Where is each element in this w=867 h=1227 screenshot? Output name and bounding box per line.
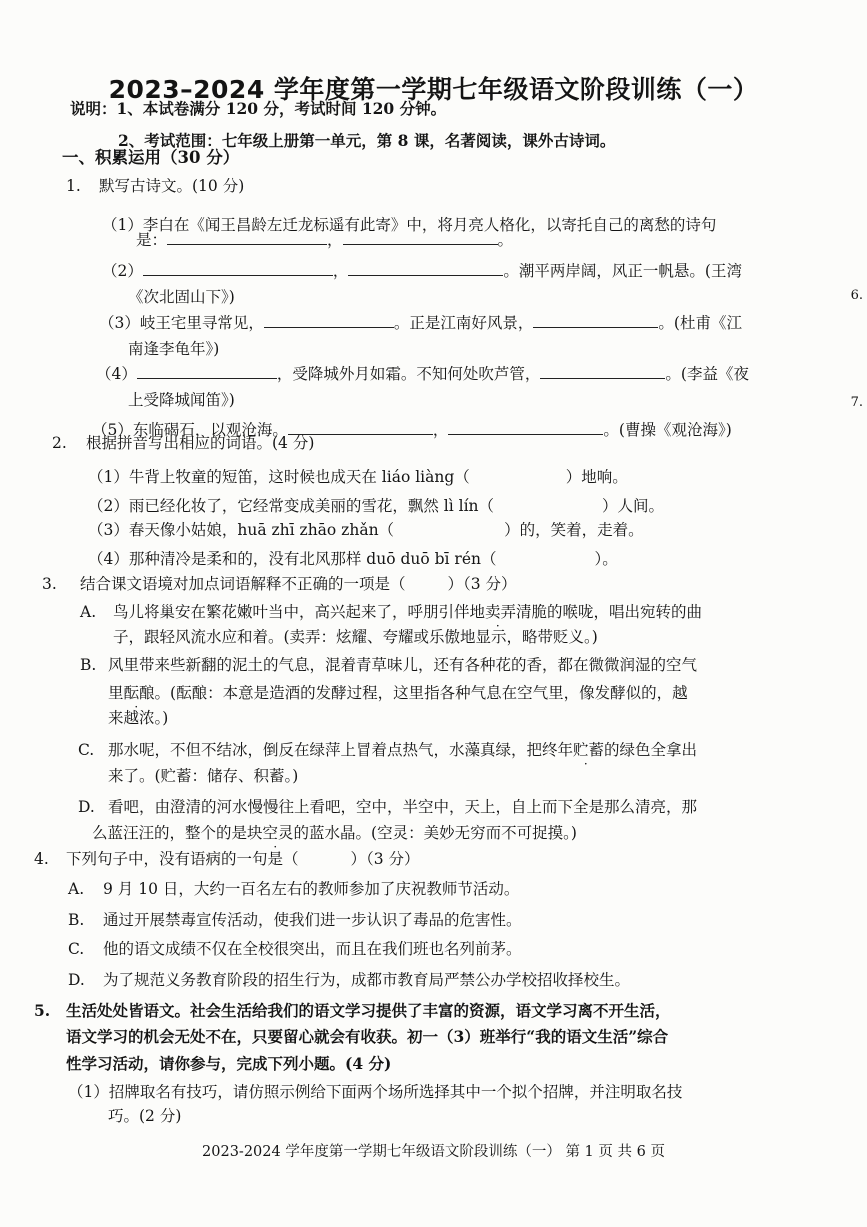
q1-number: 1. — [66, 177, 81, 195]
q2-item-4 — [88, 549, 618, 569]
adjacent-page-mark: 6. — [850, 288, 863, 303]
q1-item-5-text: （5）东临碣石，以观沧海。 — [92, 421, 288, 439]
q5-line-3: 性学习活动，请你参与，完成下列小题。(4 分) — [66, 1054, 392, 1073]
section-heading: 一、积累运用（30 分） — [62, 148, 240, 167]
exam-title: 2023–2024 学年度第一学期七年级语文阶段训练（一） — [108, 75, 759, 104]
punct: ， — [327, 231, 343, 249]
q3-option-B-label: B. — [80, 656, 97, 674]
q3-stem — [80, 574, 517, 594]
q3-option-B-line-1: 风里带来些新翻的泥土的气息，混着青草味儿，还有各种花的香，都在微微润湿的空气 — [108, 656, 698, 674]
q3-option-B-line-3: 来越浓。) — [108, 709, 169, 727]
q2-item-3-text: （3）春天像小姑娘，huā zhī zhāo zhǎn（ — [88, 521, 395, 539]
q4-option-A: 9 月 10 日，大约一百名左右的教师参加了庆祝教师节活动。 — [103, 880, 520, 898]
q1-item-2-num: （2） — [102, 262, 143, 280]
q1-item-2-line-1 — [102, 261, 742, 281]
q3-option-C-line-2: 来了。(贮蓄：储存、积蓄。) — [108, 767, 299, 785]
q1-item-3-line-2: 南逢李龟年》) — [128, 340, 220, 358]
q4-option-B: 通过开展禁毒宣传活动，使我们进一步认识了毒品的危害性。 — [103, 911, 522, 929]
answer-blank[interactable] — [448, 420, 603, 435]
q2-item-4-text: （4）那种清冷是柔和的，没有北风那样 duō duō bī rén（ — [88, 550, 497, 568]
q2-item-3-end: ）的，笑着，走着。 — [504, 521, 644, 539]
q3-stem-text: 结合课文语境对加点词语解释不正确的一项是（ — [80, 575, 406, 593]
punct: ， — [432, 421, 449, 439]
q5-sub-1-line-2: 巧。(2 分) — [108, 1107, 182, 1125]
q4-option-D: 为了规范义务教育阶段的招生行为，成都市教育局严禁公办学校招收择校生。 — [103, 971, 631, 989]
q1-item-3-line-1 — [99, 313, 742, 333]
q3-A-text: 清脆的喉咙，唱出宛转的曲 — [516, 603, 703, 621]
q4-number: 4. — [34, 850, 49, 868]
q2-number: 2. — [52, 434, 67, 452]
q4-option-C: 他的语文成绩不仅在全校很突出，而且在我们班也名列前茅。 — [103, 940, 522, 958]
q2-item-3 — [88, 520, 644, 540]
q1-item-4-mid: ，受降城外月如霜。不知何处吹芦管， — [276, 365, 541, 383]
q3-D-text: 么蓝汪汪的，整个的是块 — [92, 824, 263, 842]
q2-item-2-end: ）人间。 — [602, 497, 665, 515]
q1-item-3-text: （3）岐王宅里寻常见， — [99, 314, 264, 332]
q3-C-text: 的绿色全拿出 — [604, 741, 698, 759]
q3-option-D-line-2 — [92, 823, 577, 843]
instructions-line-1 — [70, 99, 446, 119]
answer-blank[interactable] — [143, 261, 333, 276]
q3-option-A-label: A. — [80, 603, 97, 621]
q4-stem-text: 下列句子中，没有语病的一句是（ — [66, 850, 299, 868]
q1-stem: 默写古诗文。(10 分) — [99, 177, 245, 195]
q4-stem-end: ）（3 分） — [350, 850, 420, 868]
instructions-item-2: 2、考试范围：七年级上册第一单元，第 8 课，名著阅读，课外古诗词。 — [118, 131, 616, 150]
q3-A-text: 鸟儿将巢安在繁花嫩叶当中，高兴起来了，呼朋引伴地 — [113, 603, 486, 621]
q1-item-2-tail: 。潮平两岸阔，风正一帆悬。(王湾 — [503, 262, 742, 280]
q4-option-A-label: A. — [68, 880, 85, 898]
q1-item-4-line-2: 上受降城闻笛》) — [128, 391, 235, 409]
answer-blank[interactable] — [540, 364, 665, 379]
dotted-word: 贮蓄 — [573, 741, 605, 759]
q3-option-C-line-1 — [108, 740, 697, 760]
q2-item-2-text: （2）雨已经化妆了，它经常变成美丽的雪花，飘然 lì lín（ — [88, 497, 495, 515]
q5-number: 5. — [34, 1001, 51, 1020]
answer-blank[interactable] — [137, 364, 277, 379]
q5-sub-1-line-1: （1）招牌取名有技巧，请仿照示例给下面两个场所选择其中一个拟个招牌，并注明取名技 — [68, 1083, 683, 1101]
q1-item-4-num: （4） — [96, 365, 137, 383]
q3-number: 3. — [42, 575, 57, 593]
q2-item-1-end: ）地响。 — [565, 468, 628, 486]
q3-B-text: 。(酝酿：本意是造酒的发酵过程，这里指各种气息在空气里，像发酵似的，越 — [154, 684, 688, 702]
q3-B-text: 里 — [108, 684, 124, 702]
q3-option-A-line-1 — [113, 602, 702, 622]
q3-option-D-line-1: 看吧，由澄清的河水慢慢往上看吧，空中，半空中，天上，自上而下全是那么清亮，那 — [108, 798, 698, 816]
q2-item-4-end: ）。 — [594, 550, 618, 568]
answer-blank[interactable] — [167, 230, 327, 245]
page-footer: 2023-2024 学年度第一学期七年级语文阶段训练（一） 第 1 页 共 6 页 — [202, 1144, 665, 1160]
dotted-word: 空灵 — [262, 824, 294, 842]
answer-blank[interactable] — [348, 261, 503, 276]
instructions-label: 说明： — [70, 99, 117, 118]
q2-item-1-text: （1）牛背上牧童的短笛，这时候也成天在 liáo liàng（ — [88, 468, 470, 486]
q1-item-1-prefix: 是： — [136, 231, 168, 249]
adjacent-page-mark: 7. — [850, 395, 863, 410]
answer-blank[interactable] — [264, 313, 394, 328]
q3-option-B-line-2 — [108, 683, 688, 703]
q3-stem-end: ）（3 分） — [447, 575, 517, 593]
q1-item-2-line-2: 《次北固山下》) — [128, 288, 235, 306]
q1-item-1-line-2 — [136, 230, 513, 250]
dotted-word: 酝酿 — [123, 684, 155, 702]
q4-option-B-label: B. — [68, 911, 85, 929]
q4-stem — [66, 849, 420, 869]
q3-D-text: 的蓝水晶。(空灵：美妙无穷而不可捉摸。) — [293, 824, 577, 842]
q1-item-5-tail: 。(曹操《观沧海》) — [603, 421, 732, 439]
q3-option-A-line-2: 子，跟轻风流水应和着。(卖弄：炫耀、夸耀或乐傲地显示，略带贬义。) — [113, 628, 598, 646]
q1-item-1-line-1: （1）李白在《闻王昌龄左迁龙标遥有此寄》中，将月亮人格化，以寄托自己的离愁的诗句 — [102, 216, 717, 234]
q3-C-text: 那水呢，不但不结冰，倒反在绿萍上冒着点热气，水藻真绿，把终年 — [108, 741, 574, 759]
q1-item-3-mid: 。正是江南好风景， — [393, 314, 534, 332]
q2-stem: 根据拼音写出相应的词语。(4 分) — [86, 434, 315, 452]
answer-blank[interactable] — [533, 313, 658, 328]
punct: 。 — [497, 231, 514, 249]
answer-blank[interactable] — [343, 230, 498, 245]
q1-item-4-line-1 — [96, 364, 749, 384]
q5-line-1: 生活处处皆语文。社会生活给我们的语文学习提供了丰富的资源，语文学习离不开生活， — [66, 1001, 671, 1020]
q5-line-2: 语文学习的机会无处不在，只要留心就会有收获。初一（3）班举行“我的语文生活”综合 — [66, 1027, 669, 1046]
q1-item-3-tail: 。(杜甫《江 — [658, 314, 742, 332]
q1-item-4-tail: 。(李益《夜 — [665, 365, 749, 383]
q3-option-C-label: C. — [78, 741, 95, 759]
q4-option-C-label: C. — [68, 940, 85, 958]
dotted-word: 卖弄 — [485, 603, 517, 621]
instructions-item-1: 1、本试卷满分 120 分，考试时间 120 分钟。 — [116, 99, 447, 118]
q3-option-D-label: D. — [78, 798, 95, 816]
q2-item-1 — [88, 467, 628, 487]
q4-option-D-label: D. — [68, 971, 85, 989]
punct: ， — [332, 262, 349, 280]
q2-item-2 — [88, 496, 664, 516]
